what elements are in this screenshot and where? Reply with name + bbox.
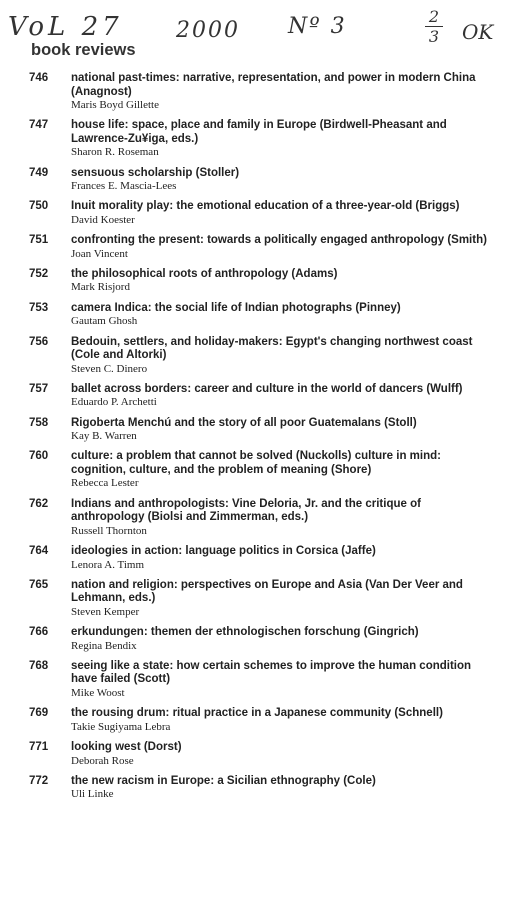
review-body	[71, 545, 491, 572]
review-body	[71, 167, 491, 194]
review-entry	[0, 268, 522, 295]
review-body	[71, 450, 491, 490]
review-reviewer-name: Takie Sugiyama Lebra	[71, 720, 171, 733]
review-book-title: national past-times: narrative, representation, and power in modern China (Anagnost)	[71, 72, 476, 98]
review-body	[71, 72, 491, 112]
review-book-title: Indians and anthropologists: Vine Deloria, Jr. and the critique of anthropology (Biolsi and Zimmerman, eds.)	[71, 497, 421, 524]
review-entry	[0, 167, 522, 194]
review-body	[71, 775, 491, 802]
review-entry	[0, 741, 522, 768]
review-body	[71, 741, 491, 768]
review-entry	[0, 498, 522, 538]
review-page-number: 757	[29, 382, 49, 395]
review-page-number: 766	[29, 626, 49, 639]
review-body	[71, 302, 491, 329]
review-entry	[0, 383, 522, 410]
review-entry	[0, 707, 522, 734]
review-page-number: 746	[29, 72, 49, 84]
review-book-title: ideologies in action: language politics in Corsica (Jaffe)	[71, 545, 376, 558]
review-reviewer-name: Joan Vincent	[71, 247, 128, 260]
review-book-title: Inuit morality play: the emotional education of a three-year-old (Briggs)	[71, 200, 460, 213]
review-reviewer-name: Maris Boyd Gillette	[71, 99, 159, 111]
review-page-number: 772	[29, 774, 49, 787]
review-page-number: 752	[29, 267, 49, 280]
review-reviewer-name: Rebecca Lester	[71, 477, 139, 490]
review-book-title: erkundungen: themen der ethnologischen forschung (Gingrich)	[71, 626, 419, 639]
review-page-number: 750	[29, 200, 49, 213]
review-page-number: 758	[29, 416, 49, 429]
review-page-number: 764	[29, 545, 49, 558]
review-book-title: the philosophical roots of anthropology (Adams)	[71, 267, 338, 280]
review-reviewer-name: Russell Thornton	[71, 524, 147, 537]
review-body	[71, 383, 491, 410]
fraction-denominator: 3	[428, 27, 440, 46]
review-reviewer-name: Uli Linke	[71, 788, 114, 801]
review-reviewer-name: Sharon R. Roseman	[71, 146, 159, 159]
review-entry	[0, 336, 522, 376]
review-page-number: 760	[29, 450, 49, 463]
review-book-title: house life: space, place and family in Europe (Birdwell-Pheasant and Lawrence-Zu¥iga, eds.)	[71, 119, 447, 145]
review-body	[71, 336, 491, 376]
review-entry	[0, 119, 522, 159]
review-reviewer-name: Eduardo P. Archetti	[71, 396, 157, 409]
handwritten-fraction	[425, 8, 443, 45]
review-body	[71, 707, 491, 734]
review-entry	[0, 72, 522, 112]
review-book-title: seeing like a state: how certain schemes to improve the human condition have failed (Scott)	[71, 659, 472, 686]
handwritten-ok: OK	[462, 20, 494, 44]
handwritten-annotation	[0, 6, 522, 46]
review-entry	[0, 200, 522, 227]
review-page-number: 762	[29, 497, 49, 510]
review-book-title: Bedouin, settlers, and holiday-makers: Egypt's changing northwest coast (Cole and Altorki)	[71, 335, 473, 362]
handwritten-volume: VoL 27	[8, 12, 123, 42]
review-book-title: nation and religion: perspectives on Europe and Asia (Van Der Veer and Lehmann, eds.)	[71, 578, 463, 605]
review-entry	[0, 234, 522, 261]
review-reviewer-name: Mike Woost	[71, 686, 125, 699]
review-book-title: ballet across borders: career and culture in the world of dancers (Wulff)	[71, 382, 463, 395]
section-title: book reviews	[31, 41, 136, 59]
review-reviewer-name: Gautam Ghosh	[71, 315, 138, 328]
review-body	[71, 417, 491, 444]
review-body	[71, 268, 491, 295]
review-body	[71, 498, 491, 538]
review-reviewer-name: Frances E. Mascia-Lees	[71, 180, 177, 193]
review-page-number: 769	[29, 707, 49, 720]
review-entry	[0, 545, 522, 572]
fraction-numerator: 2	[428, 7, 440, 26]
review-page-number: 749	[29, 166, 49, 179]
review-entry	[0, 450, 522, 490]
handwritten-year: 2000	[176, 18, 240, 43]
review-body	[71, 234, 491, 261]
review-body	[71, 626, 491, 653]
review-entry	[0, 626, 522, 653]
review-entry	[0, 660, 522, 700]
review-body	[71, 119, 491, 159]
reviews-list	[0, 72, 522, 809]
review-reviewer-name: Steven C. Dinero	[71, 362, 148, 375]
review-book-title: sensuous scholarship (Stoller)	[71, 166, 240, 179]
review-reviewer-name: Kay B. Warren	[71, 430, 137, 443]
review-book-title: the new racism in Europe: a Sicilian ethnography (Cole)	[71, 774, 376, 787]
review-body	[71, 579, 491, 619]
handwritten-issue-number: Nº 3	[288, 14, 347, 39]
review-page-number: 753	[29, 301, 49, 314]
review-book-title: the rousing drum: ritual practice in a Japanese community (Schnell)	[71, 707, 443, 720]
review-entry	[0, 579, 522, 619]
review-book-title: Rigoberta Menchú and the story of all poor Guatemalans (Stoll)	[71, 416, 417, 429]
review-body	[71, 200, 491, 227]
review-page-number: 771	[29, 741, 49, 754]
review-page-number: 765	[29, 578, 49, 591]
review-reviewer-name: Mark Risjord	[71, 281, 130, 294]
review-entry	[0, 775, 522, 802]
review-book-title: culture: a problem that cannot be solved (Nuckolls) culture in mind: cognition, culture, and the problem of meaning (Shore)	[71, 450, 441, 476]
review-reviewer-name: Lenora A. Timm	[71, 558, 145, 571]
review-reviewer-name: Steven Kemper	[71, 605, 140, 618]
review-reviewer-name: Regina Bendix	[71, 639, 137, 652]
review-page-number: 756	[29, 335, 49, 348]
review-page-number: 747	[29, 119, 49, 132]
review-entry	[0, 417, 522, 444]
review-reviewer-name: David Koester	[71, 213, 135, 226]
review-body	[71, 660, 491, 700]
review-book-title: camera Indica: the social life of Indian photographs (Pinney)	[71, 301, 401, 314]
review-entry	[0, 302, 522, 329]
review-page-number: 768	[29, 659, 49, 672]
review-page-number: 751	[29, 234, 49, 247]
review-book-title: looking west (Dorst)	[71, 741, 182, 754]
review-reviewer-name: Deborah Rose	[71, 754, 134, 767]
review-book-title: confronting the present: towards a politically engaged anthropology (Smith)	[71, 234, 487, 247]
